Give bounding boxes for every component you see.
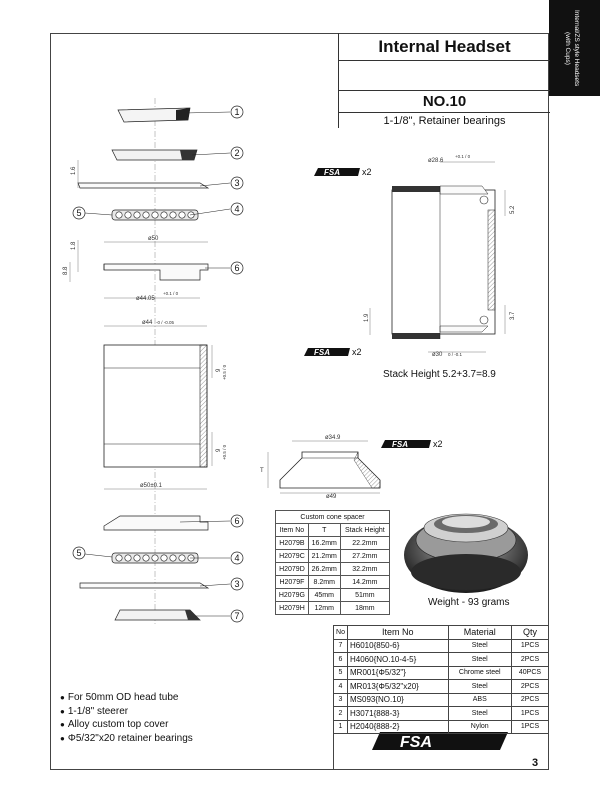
row-qty: 1PCS bbox=[511, 639, 548, 653]
dim-d30-tol: 0 / -0.1 bbox=[448, 352, 463, 357]
dim-d34-9: ø34.9 bbox=[325, 435, 341, 441]
row-number: 1 bbox=[334, 720, 348, 734]
row-item: MS093{NO.10} bbox=[348, 693, 449, 707]
row-item: H6010{850-6} bbox=[348, 639, 449, 653]
cell: H2079B bbox=[276, 537, 309, 550]
cell: 26.2mm bbox=[308, 563, 340, 576]
svg-text:4: 4 bbox=[234, 553, 240, 563]
logo-box bbox=[333, 725, 549, 770]
table-row bbox=[334, 653, 549, 667]
cell: H2079F bbox=[276, 576, 309, 589]
cell: 27.2mm bbox=[340, 550, 389, 563]
part-bearing-bottom bbox=[112, 553, 198, 563]
headset-product-image bbox=[404, 514, 528, 593]
cell: 12mm bbox=[308, 602, 340, 615]
svg-text:FSA: FSA bbox=[400, 734, 432, 751]
note-item: ● 1-1/8" steerer bbox=[60, 705, 193, 719]
cell: H2079C bbox=[276, 550, 309, 563]
table-row bbox=[334, 693, 549, 707]
row-material: Nylon bbox=[448, 720, 511, 734]
fsa-logo-cone bbox=[381, 439, 443, 449]
page-number: 3 bbox=[532, 757, 539, 769]
svg-text:FSA: FSA bbox=[324, 168, 340, 177]
cell: 8.2mm bbox=[308, 576, 340, 589]
cell: 21.2mm bbox=[308, 550, 340, 563]
row-material: ABS bbox=[448, 693, 511, 707]
svg-text:3: 3 bbox=[234, 579, 240, 589]
dim-d28-6-tol: +0.1 / 0 bbox=[455, 154, 471, 159]
note-item: ● For 50mm OD head tube bbox=[60, 691, 193, 705]
cell: 22.2mm bbox=[340, 537, 389, 550]
table-row bbox=[334, 680, 549, 694]
parts-header-no: No bbox=[334, 626, 348, 640]
part-top-cover bbox=[118, 108, 190, 122]
svg-text:4: 4 bbox=[234, 204, 240, 214]
row-material: Steel bbox=[448, 680, 511, 694]
part-cup-bottom bbox=[104, 516, 208, 530]
table-row bbox=[276, 589, 390, 602]
custom-cone-spacer-table bbox=[275, 510, 390, 615]
cone-spacer-drawing bbox=[280, 452, 380, 488]
parts-header-item: Item No bbox=[348, 626, 449, 640]
spacer-header-t: T bbox=[308, 524, 340, 537]
cell: 51mm bbox=[340, 589, 389, 602]
dim-d28-6: ø28.6 bbox=[428, 158, 444, 164]
side-tab-line2: (with Cups) bbox=[564, 31, 571, 65]
row-item: H2040{888-2} bbox=[348, 720, 449, 734]
row-qty: 40PCS bbox=[511, 666, 548, 680]
cell: 45mm bbox=[308, 589, 340, 602]
cell: 18mm bbox=[340, 602, 389, 615]
part-seal-bottom bbox=[80, 583, 208, 588]
svg-text:x2: x2 bbox=[362, 167, 372, 177]
svg-text:x2: x2 bbox=[352, 347, 362, 357]
row-number: 3 bbox=[334, 693, 348, 707]
dim-d44-tol: -0 / -0.05 bbox=[156, 320, 175, 325]
stack-height-label: Stack Height 5.2+3.7=8.9 bbox=[383, 369, 496, 380]
table-row bbox=[276, 537, 390, 550]
row-item: H4060{NO.10-4-5} bbox=[348, 653, 449, 667]
svg-text:6: 6 bbox=[234, 263, 240, 273]
svg-text:5: 5 bbox=[76, 208, 82, 218]
callout-2 bbox=[231, 147, 243, 159]
parts-header-qty: Qty bbox=[511, 626, 548, 640]
cell: H2079G bbox=[276, 589, 309, 602]
callout-3 bbox=[231, 177, 243, 189]
svg-text:FSA: FSA bbox=[392, 440, 408, 449]
svg-text:x2: x2 bbox=[433, 439, 443, 449]
table-row bbox=[276, 550, 390, 563]
dim-d44-05: ø44.05 bbox=[136, 296, 155, 302]
table-row bbox=[334, 639, 549, 653]
table-row bbox=[334, 707, 549, 721]
spacer-table-caption: Custom cone spacer bbox=[276, 511, 390, 524]
row-number: 4 bbox=[334, 680, 348, 694]
dim-d49: ø49 bbox=[326, 494, 337, 500]
dim-d44: ø44 bbox=[142, 320, 153, 326]
table-row bbox=[276, 563, 390, 576]
side-tab-line1: Internal/ZS style Headsets bbox=[573, 9, 580, 87]
row-material: Chrome steel bbox=[448, 666, 511, 680]
assembled-section bbox=[392, 186, 495, 339]
row-number: 2 bbox=[334, 707, 348, 721]
part-seal-top bbox=[78, 183, 208, 188]
note-item: ● Alloy custom top cover bbox=[60, 718, 193, 732]
dim-9-top: 9 bbox=[216, 368, 222, 372]
cell: 16.2mm bbox=[308, 537, 340, 550]
row-qty: 2PCS bbox=[511, 680, 548, 694]
row-number: 6 bbox=[334, 653, 348, 667]
cell: H2079H bbox=[276, 602, 309, 615]
dim-1-8: 1.8 bbox=[71, 241, 77, 250]
svg-text:FSA: FSA bbox=[314, 348, 330, 357]
part-crown-race bbox=[115, 610, 200, 620]
svg-text:5: 5 bbox=[76, 548, 82, 558]
table-row bbox=[276, 576, 390, 589]
part-compression-ring bbox=[112, 150, 197, 160]
row-qty: 1PCS bbox=[511, 720, 548, 734]
row-material: Steel bbox=[448, 639, 511, 653]
head-tube bbox=[104, 345, 207, 467]
row-item: MR013{Φ5/32"x20} bbox=[348, 680, 449, 694]
dim-1-6: 1.6 bbox=[71, 166, 77, 175]
cell: 32.2mm bbox=[340, 563, 389, 576]
dim-9-top-tol: +0.5 / 0 bbox=[222, 364, 227, 380]
row-material: Steel bbox=[448, 653, 511, 667]
row-number: 7 bbox=[334, 639, 348, 653]
fsa-logo-bottom bbox=[304, 347, 362, 357]
svg-text:1: 1 bbox=[234, 107, 240, 117]
svg-text:3: 3 bbox=[234, 178, 240, 188]
dim-T: T bbox=[260, 468, 264, 474]
dim-d50-pm: ø50±0.1 bbox=[140, 483, 162, 489]
dim-9-bottom: 9 bbox=[216, 448, 222, 452]
dim-d44-05-tol: +0.1 / 0 bbox=[163, 291, 179, 296]
cell: H2079D bbox=[276, 563, 309, 576]
part-bearing-top bbox=[112, 210, 198, 220]
dim-3-7: 3.7 bbox=[510, 311, 516, 320]
row-qty: 2PCS bbox=[511, 653, 548, 667]
row-qty: 1PCS bbox=[511, 707, 548, 721]
note-item: ● Φ5/32"x20 retainer bearings bbox=[60, 732, 193, 746]
callout-6 bbox=[231, 262, 243, 274]
callout-4 bbox=[231, 203, 243, 215]
dim-5-2: 5.2 bbox=[510, 205, 516, 214]
row-number: 5 bbox=[334, 666, 348, 680]
table-row bbox=[276, 602, 390, 615]
svg-text:6: 6 bbox=[234, 516, 240, 526]
parts-list-table bbox=[333, 625, 549, 734]
dim-1-9: 1.9 bbox=[364, 313, 370, 322]
spacer-header-item: Item No bbox=[276, 524, 309, 537]
callout-5-lower bbox=[73, 547, 85, 559]
title-model: NO.10 bbox=[339, 91, 550, 113]
title-main: Internal Headset bbox=[339, 33, 550, 61]
title-spec: 1-1/8", Retainer bearings bbox=[383, 114, 506, 127]
callout-6-lower bbox=[231, 515, 243, 527]
dim-8-8: 8.8 bbox=[63, 266, 69, 275]
weight-label: Weight - 93 grams bbox=[428, 597, 510, 608]
table-row bbox=[334, 666, 549, 680]
callout-7 bbox=[231, 610, 243, 622]
row-item: MR001{Φ5/32"} bbox=[348, 666, 449, 680]
dim-d50: ø50 bbox=[148, 236, 159, 242]
callout-3-lower bbox=[231, 578, 243, 590]
callout-5 bbox=[73, 207, 85, 219]
dim-d30: ø30 bbox=[432, 352, 443, 358]
spacer-header-stack: Stack Height bbox=[340, 524, 389, 537]
cell: 14.2mm bbox=[340, 576, 389, 589]
fsa-logo-top bbox=[314, 167, 372, 177]
callout-4-lower bbox=[231, 552, 243, 564]
callout-1 bbox=[231, 106, 243, 118]
row-item: H3071{888-3} bbox=[348, 707, 449, 721]
row-material: Steel bbox=[448, 707, 511, 721]
dim-9-bottom-tol: +0.5 / 0 bbox=[222, 444, 227, 460]
parts-header-material: Material bbox=[448, 626, 511, 640]
svg-text:7: 7 bbox=[234, 611, 240, 621]
part-cup-top bbox=[104, 264, 208, 280]
svg-text:2: 2 bbox=[234, 148, 240, 158]
notes-list bbox=[60, 691, 193, 745]
row-qty: 2PCS bbox=[511, 693, 548, 707]
